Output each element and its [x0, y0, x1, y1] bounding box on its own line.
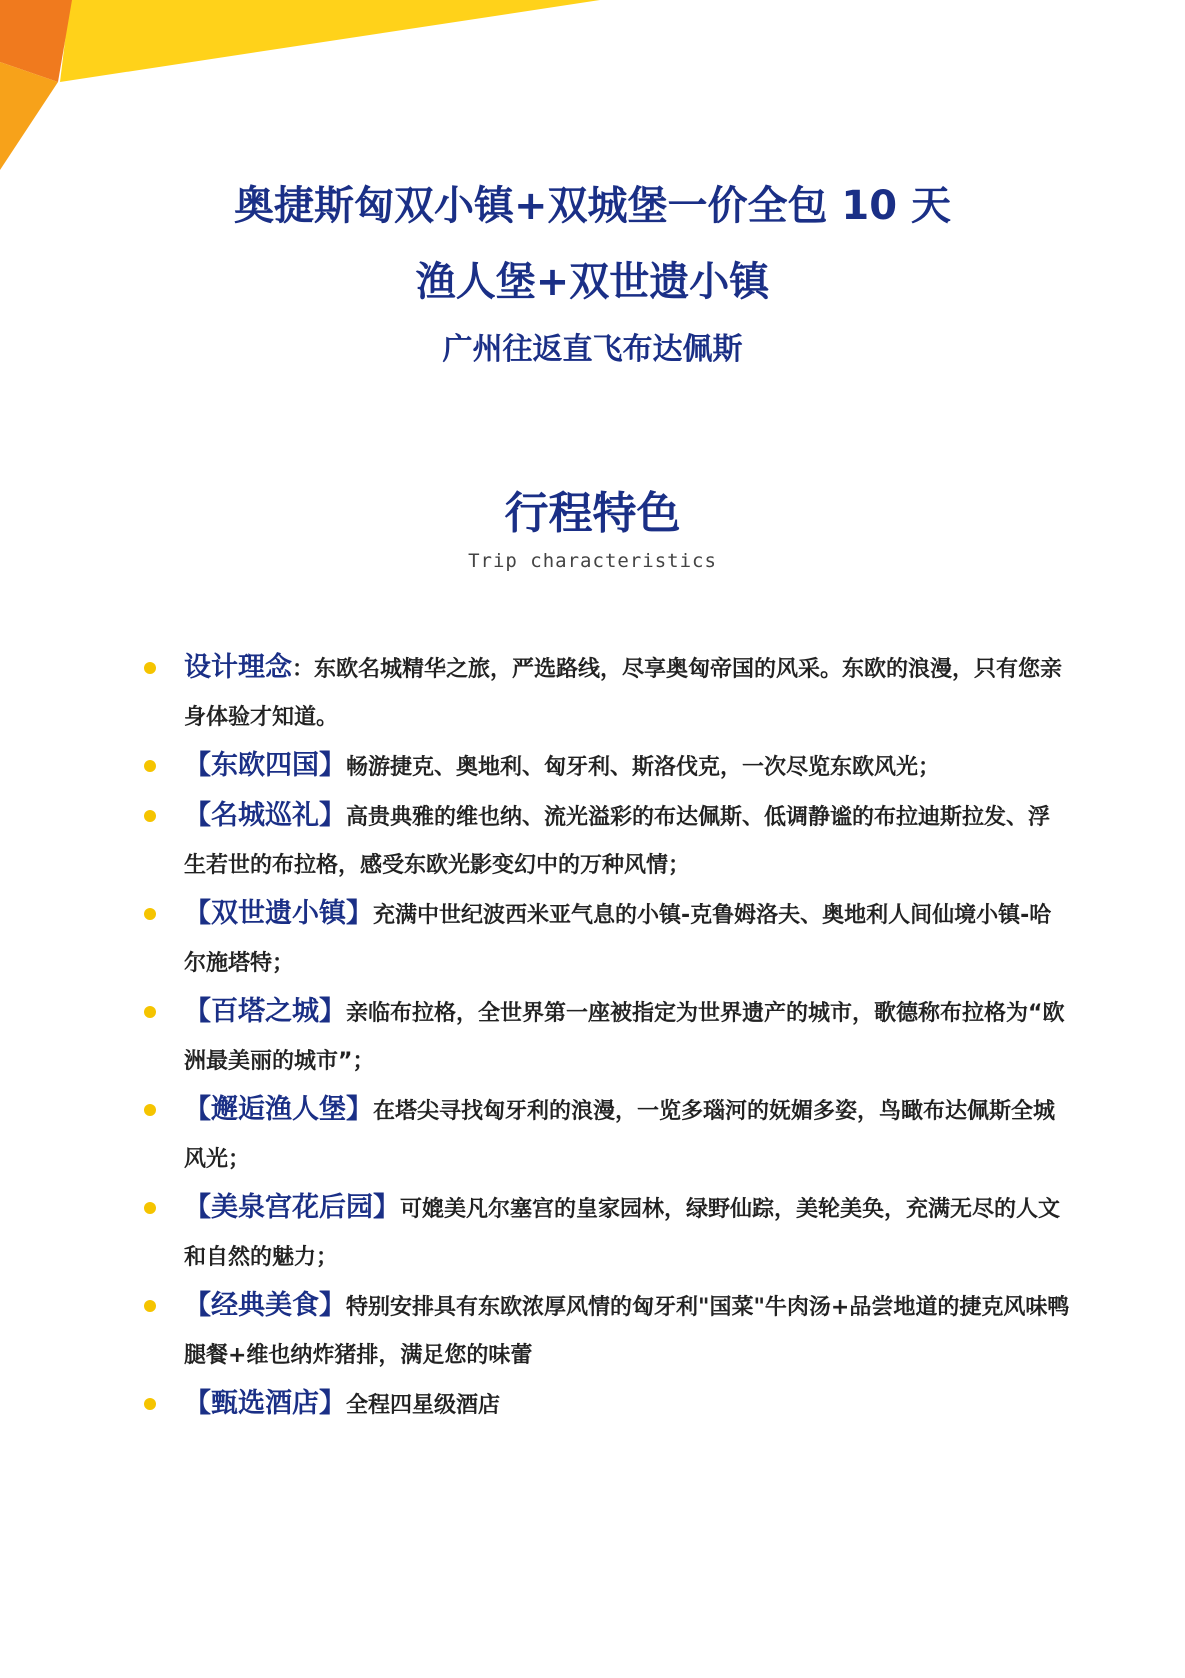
list-item — [140, 792, 1070, 890]
feature-label: 【双世遗小镇】 — [184, 898, 373, 929]
feature-text: 亲临布拉格，全世界第一座被指定为世界遗产的城市，歌德称布拉格为“欧洲最美丽的城市”； — [184, 1001, 1065, 1074]
bullet-icon — [144, 1104, 156, 1116]
bullet-icon — [144, 1398, 156, 1410]
feature-text: 可媲美凡尔塞宫的皇家园林，绿野仙踪，美轮美奂，充满无尽的人文和自然的魅力； — [184, 1197, 1061, 1270]
feature-label: 【邂逅渔人堡】 — [184, 1094, 373, 1125]
section-title: 行程特色 — [504, 488, 681, 539]
list-item — [140, 1184, 1070, 1282]
feature-label: 【经典美食】 — [184, 1290, 346, 1321]
list-item — [140, 1282, 1070, 1380]
list-item — [140, 644, 1070, 742]
section-header — [0, 484, 1185, 572]
section-subtitle: Trip characteristics — [468, 550, 717, 572]
bullet-icon — [144, 1300, 156, 1312]
feature-text: 在塔尖寻找匈牙利的浪漫，一览多瑙河的妩媚多姿，鸟瞰布达佩斯全城风光； — [184, 1099, 1056, 1172]
feature-text: 特别安排具有东欧浓厚风情的匈牙利"国菜"牛肉汤+品尝地道的捷克风味鸭腿餐+维也纳炸猪排，满足您的味蕾 — [184, 1295, 1070, 1368]
feature-label: 【甄选酒店】 — [184, 1388, 346, 1419]
list-item — [140, 988, 1070, 1086]
title-line-1: 奥捷斯匈双小镇+双城堡一价全包 10 天 — [233, 183, 952, 229]
title-line-3: 广州往返直飞布达佩斯 — [442, 332, 743, 367]
feature-label: 【百塔之城】 — [184, 996, 346, 1027]
bullet-icon — [144, 908, 156, 920]
bullet-icon — [144, 810, 156, 822]
list-item — [140, 1380, 1070, 1430]
corner-yellow-stripe — [60, 0, 600, 82]
feature-label: 设计理念 — [184, 652, 292, 683]
list-item — [140, 890, 1070, 988]
feature-text: 畅游捷克、奥地利、匈牙利、斯洛伐克，一次尽览东欧风光； — [346, 755, 941, 780]
bullet-icon — [144, 662, 156, 674]
bullet-icon — [144, 1006, 156, 1018]
bullet-icon — [144, 1202, 156, 1214]
bullet-icon — [144, 760, 156, 772]
title-line-2: 渔人堡+双世遗小镇 — [415, 259, 770, 305]
feature-label: 【美泉宫花后园】 — [184, 1192, 400, 1223]
feature-text: 高贵典雅的维也纳、流光溢彩的布达佩斯、低调静谧的布拉迪斯拉发、浮生若世的布拉格，感受东欧光影变幻中的万种风情； — [184, 805, 1051, 878]
list-item — [140, 1086, 1070, 1184]
feature-text: 全程四星级酒店 — [346, 1393, 501, 1418]
feature-label: 【名城巡礼】 — [184, 800, 346, 831]
feature-text: ：东欧名城精华之旅，严选路线，尽享奥匈帝国的风采。东欧的浪漫，只有您亲身体验才知道。 — [184, 657, 1063, 730]
feature-text: 充满中世纪波西米亚气息的小镇-克鲁姆洛夫、奥地利人间仙境小镇-哈尔施塔特； — [184, 903, 1052, 976]
feature-label: 【东欧四国】 — [184, 750, 346, 781]
title-block — [0, 178, 1185, 372]
list-item — [140, 742, 1070, 792]
feature-list — [140, 644, 1070, 1430]
corner-decoration — [0, 0, 600, 190]
